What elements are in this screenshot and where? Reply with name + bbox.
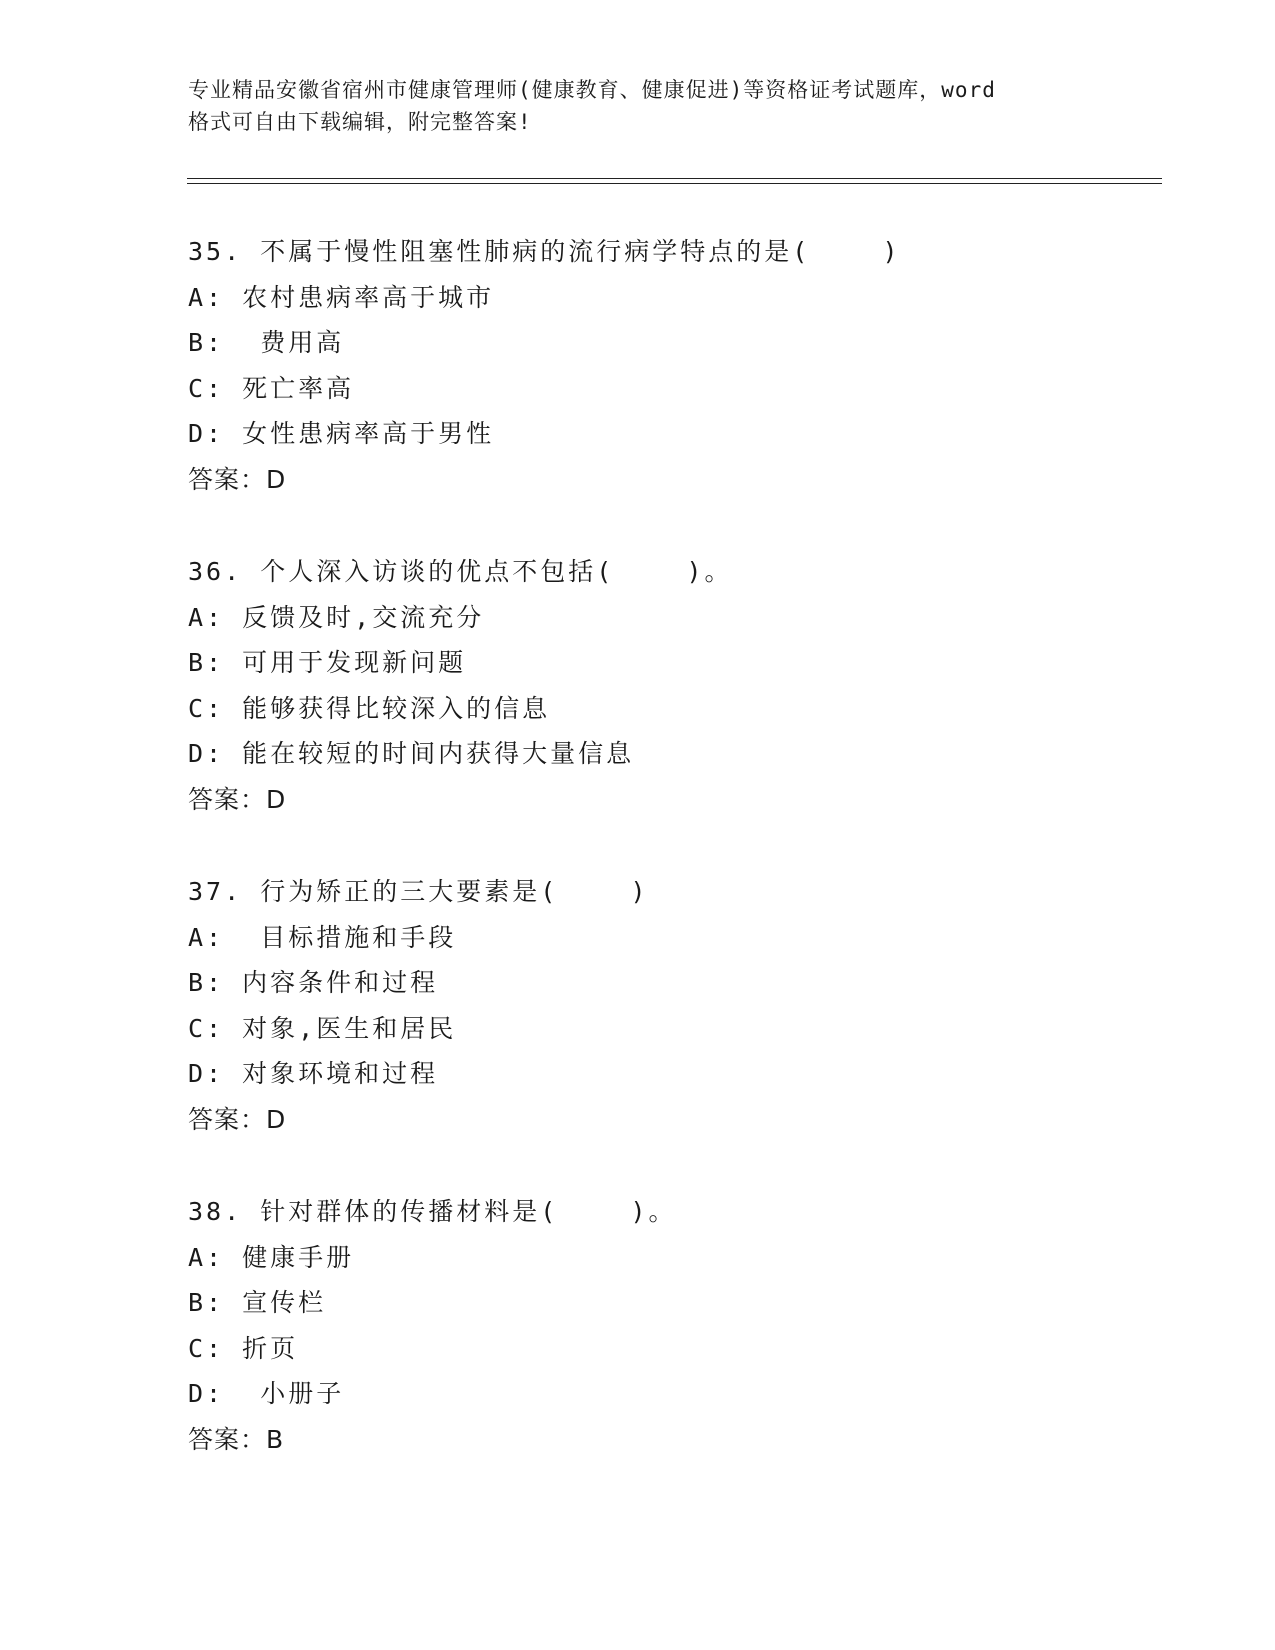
header-line-1: 专业精品安徽省宿州市健康管理师(健康教育、健康促进)等资格证考试题库，word <box>188 78 996 102</box>
question-stem: 38. 针对群体的传播材料是( )。 <box>188 1197 677 1226</box>
option-a: A: 目标措施和手段 <box>188 922 457 952</box>
option-c: C: 对象,医生和居民 <box>188 1013 457 1043</box>
header-divider <box>187 178 1162 184</box>
option-b: B: 费用高 <box>188 328 345 357</box>
option-b: B: 宣传栏 <box>188 1288 327 1317</box>
answer-label: 答案：D <box>188 784 287 814</box>
option-c: C: 死亡率高 <box>188 373 355 403</box>
option-b: B: 可用于发现新问题 <box>188 648 467 677</box>
question-stem: 35. 不属于慢性阻塞性肺病的流行病学特点的是( ) <box>188 237 901 266</box>
question-stem: 37. 行为矫正的三大要素是( ) <box>188 877 649 906</box>
answer-label: 答案：D <box>188 464 287 494</box>
option-c: C: 折页 <box>188 1333 299 1363</box>
answer-label: 答案：B <box>188 1424 285 1454</box>
option-a: A: 反馈及时,交流充分 <box>188 602 485 632</box>
option-d: D: 对象环境和过程 <box>188 1059 439 1088</box>
option-c: C: 能够获得比较深入的信息 <box>188 693 551 723</box>
option-a: A: 健康手册 <box>188 1242 355 1272</box>
question-stem: 36. 个人深入访谈的优点不包括( )。 <box>188 557 733 586</box>
option-a: A: 农村患病率高于城市 <box>188 282 495 312</box>
answer-label: 答案：D <box>188 1104 287 1134</box>
option-d: D: 小册子 <box>188 1379 345 1408</box>
question-list <box>188 236 1188 1516</box>
option-d: D: 能在较短的时间内获得大量信息 <box>188 739 635 768</box>
option-d: D: 女性患病率高于男性 <box>188 419 495 448</box>
page-header <box>188 74 1088 138</box>
question-37 <box>188 876 1188 1196</box>
question-36 <box>188 556 1188 876</box>
option-b: B: 内容条件和过程 <box>188 968 439 997</box>
question-38 <box>188 1196 1188 1516</box>
header-line-2: 格式可自由下载编辑，附完整答案! <box>188 110 532 134</box>
question-35 <box>188 236 1188 556</box>
